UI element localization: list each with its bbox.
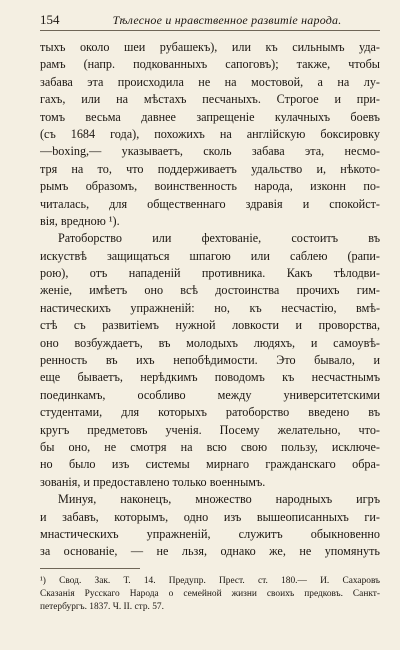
footnote-line: петербургъ. 1837. Ч. II. стр. 57. (40, 601, 164, 612)
text-line: Ратоборство или фехтованіе, состоитъ въ (58, 231, 380, 246)
text-line: гахъ, или на мѣстахъ песчаныхъ. Строгое и при- (40, 92, 380, 107)
running-title: Тѣлесное и нравственное развитіе народа. (112, 13, 342, 27)
text-line: за основаніе, — не льзя, однако же, не упомянуть (40, 544, 380, 559)
text-line: бы оно, не смотря на всю свою пользу, исключе- (40, 439, 380, 454)
text-line: кругъ предметовъ ученія. Посему желательно, что- (40, 422, 380, 437)
footnote-line: Сказанія Русскаго Народа о семейной жизни своихъ предковъ. Санкт- (40, 588, 380, 599)
page-number: 154 (40, 12, 60, 27)
text-line: зованія, и предоставлено только военнымъ. (40, 474, 266, 489)
text-line: —boxing,— указываетъ, сколь забава эта, несмо- (40, 144, 380, 159)
text-line: тря на то, что поддерживаетъ удальство и, нѣкото- (40, 161, 380, 176)
text-line: вія, вредною ¹). (40, 213, 120, 228)
text-line: рою), отъ нападеній противника. Какъ тѣлодви- (40, 266, 380, 281)
text-line: оно возбуждаетъ, въ молодыхъ людяхъ, и самоувѣ- (40, 335, 380, 350)
text-line: искуствѣ защищаться шпагою или саблею (рапи- (40, 248, 380, 263)
page-header (40, 12, 380, 31)
footnote-divider (40, 568, 140, 569)
text-line: рамъ (напр. подкованныхъ сапоговъ); также, чтобы (40, 57, 380, 72)
text-line: (съ 1684 года), похожихъ на англійскую боксировку (40, 126, 380, 141)
text-line: ренность въ ихъ непобѣдимости. Это бывало, и (40, 353, 380, 368)
text-line: томъ весьма давнее запрещеніе кулачныхъ боевъ (40, 109, 380, 124)
text-line: женіе, имѣетъ оно всѣ достоинства прочихъ гим- (40, 283, 380, 298)
text-line: поединкамъ, особливо между университетскими (40, 387, 380, 402)
text-line: читалась, для общественнаго здравія и спокойст- (40, 196, 380, 211)
text-line: студентами, для которыхъ ратоборство введено въ (40, 405, 380, 420)
text-line: стѣ съ развитіемъ нужной ловкости и проворства, (40, 318, 380, 333)
text-line: еще бываетъ, нерѣдкимъ поводомъ къ несчастнымъ (40, 370, 380, 385)
footnotes (40, 575, 380, 614)
text-line: мнастическихъ упражненій, служитъ обыкновенно (40, 526, 380, 541)
text-line: настическихъ упражненій: но, къ несчастію, вмѣ- (40, 300, 380, 315)
text-line: но было изъ системы мирнаго гражданскаго обра- (40, 457, 380, 472)
text-line: тыхъ около шеи рубашекъ), или къ сильнымъ уда- (40, 40, 380, 54)
text-line: и забавъ, которымъ, одно изъ вышеописанныхъ ги- (40, 509, 380, 524)
text-line: забава эта происходила не на мостовой, а на лу- (40, 74, 380, 89)
text-line: рымъ образомъ, воинственность народа, изконн по- (40, 179, 380, 194)
body-text (40, 39, 380, 561)
text-line: Минуя, наконецъ, множество народныхъ игръ (58, 492, 380, 507)
footnote-line: ¹) Свод. Зак. Т. 14. Предупр. Прест. ст. 180.— И. Сахаровъ (40, 575, 380, 586)
